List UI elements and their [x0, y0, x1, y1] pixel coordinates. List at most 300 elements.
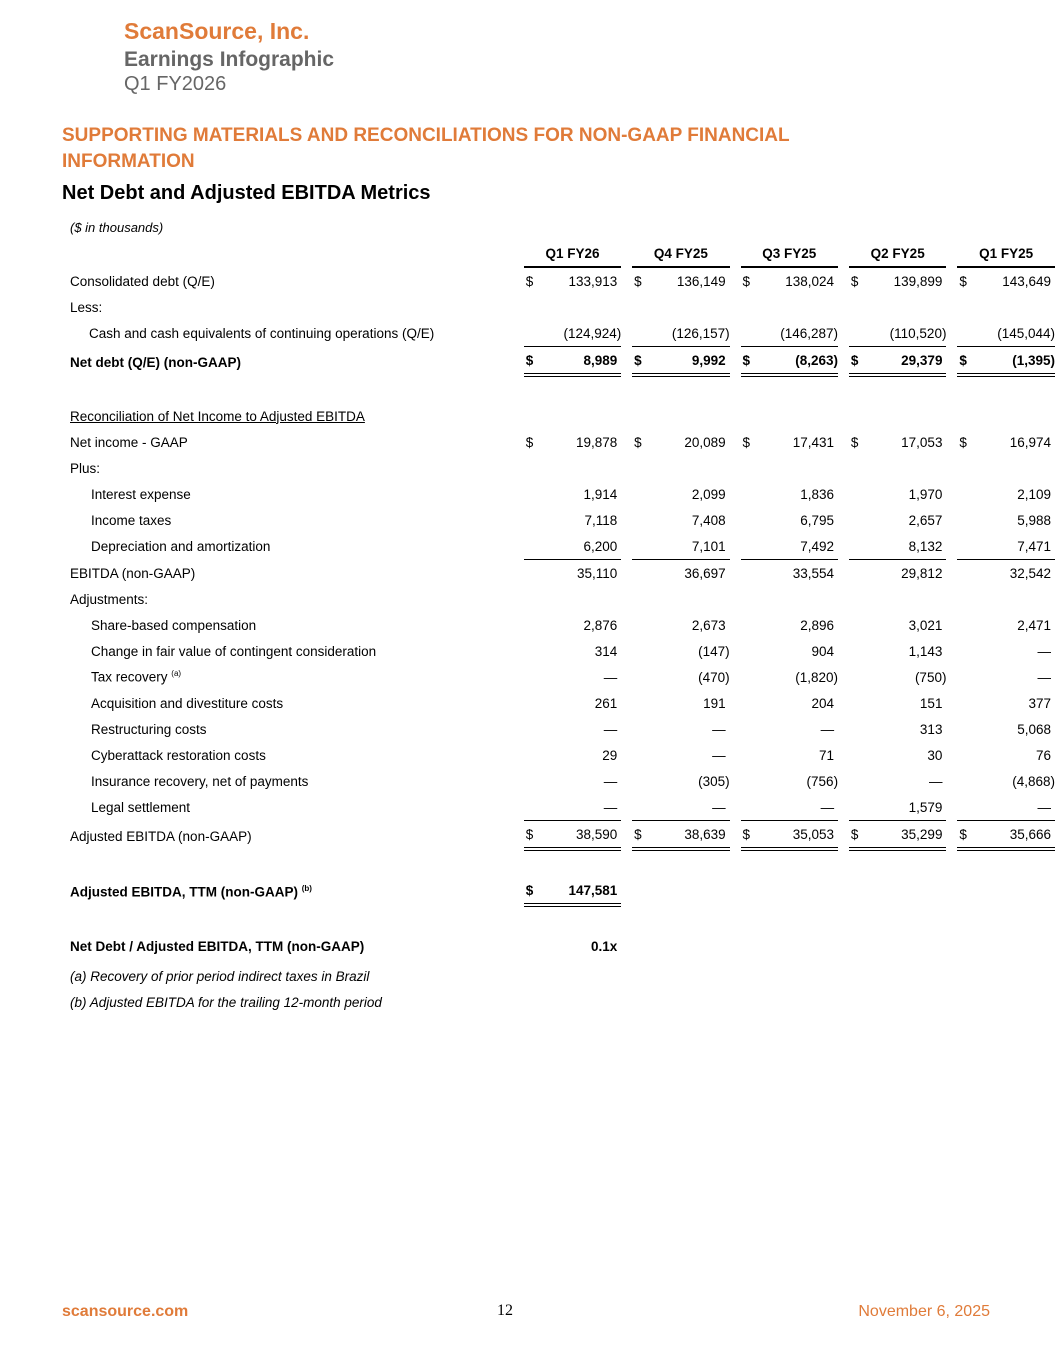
column-gap	[513, 768, 524, 794]
dollar-sign	[957, 742, 977, 768]
dollar-sign	[957, 638, 977, 664]
value-cell: 29	[602, 747, 618, 763]
column-gap	[838, 742, 849, 768]
footer-date: November 6, 2025	[858, 1303, 990, 1320]
column-gap	[730, 268, 741, 294]
row-adjusted-ebitda-ttm	[62, 877, 1055, 907]
value-cell	[544, 586, 622, 612]
value-cell: 71	[819, 747, 835, 763]
dollar-sign	[524, 533, 544, 560]
dollar-sign: $	[742, 273, 751, 289]
dollar-sign	[849, 690, 869, 716]
value-cell: (1,820)	[795, 669, 839, 685]
dollar-sign	[741, 481, 761, 507]
column-gap	[838, 560, 849, 586]
column-gap	[513, 664, 524, 690]
row-net-debt	[62, 347, 1055, 377]
column-gap	[730, 877, 741, 907]
row-depreciation-amortization	[62, 533, 1055, 560]
value-cell	[760, 403, 838, 429]
value-cell: 7,118	[584, 512, 618, 528]
dollar-sign	[741, 933, 761, 959]
column-gap	[513, 533, 524, 560]
value-cell: —	[1037, 643, 1051, 659]
column-gap	[513, 455, 524, 481]
spacer-row	[62, 907, 1055, 933]
row-label-text: Interest expense	[91, 486, 191, 502]
column-gap	[730, 716, 741, 742]
value-cell: —	[603, 669, 618, 685]
column-gap	[513, 933, 524, 959]
value-cell: 191	[703, 695, 726, 711]
dollar-sign	[524, 294, 544, 320]
column-gap	[730, 586, 741, 612]
row-tax-recovery	[62, 664, 1055, 690]
dollar-sign	[524, 586, 544, 612]
dollar-sign	[741, 612, 761, 638]
dollar-sign: $	[850, 273, 859, 289]
row-label	[62, 533, 513, 560]
row-label-text: Change in fair value of contingent consideration	[91, 643, 377, 659]
row-label-text: Net debt (Q/E) (non-GAAP)	[70, 354, 241, 370]
footer-website-link[interactable]: scansource.com	[62, 1303, 189, 1320]
column-gap	[838, 320, 849, 347]
dollar-sign	[849, 794, 869, 821]
value-cell	[869, 403, 947, 429]
row-label	[62, 347, 513, 377]
value-cell: 32,542	[1009, 565, 1051, 581]
column-gap	[513, 403, 524, 429]
column-gap	[621, 690, 632, 716]
value-cell: 138,024	[785, 273, 835, 289]
dollar-sign	[741, 560, 761, 586]
value-cell: 2,673	[691, 617, 726, 633]
row-label-text: Insurance recovery, net of payments	[91, 773, 309, 789]
column-gap	[621, 403, 632, 429]
value-cell	[544, 403, 622, 429]
dollar-sign: $	[632, 347, 652, 377]
dollar-sign	[741, 320, 761, 347]
column-gap	[838, 403, 849, 429]
value-cell: 0.1x	[590, 938, 618, 954]
dollar-sign: $	[741, 821, 761, 851]
dollar-sign	[632, 586, 652, 612]
column-gap	[621, 638, 632, 664]
column-gap	[621, 347, 632, 377]
value-cell: 36,697	[684, 565, 726, 581]
column-gap	[730, 612, 741, 638]
footnote-b: (b) Adjusted EBITDA for the trailing 12-month period	[70, 995, 382, 1010]
dollar-sign: $	[634, 434, 642, 450]
column-gap	[730, 690, 741, 716]
value-cell: 2,876	[583, 617, 618, 633]
value-cell: 6,795	[800, 512, 835, 528]
value-cell: 3,021	[908, 617, 943, 633]
value-cell: 7,101	[652, 533, 730, 560]
column-gap	[621, 612, 632, 638]
value-cell: (4,868)	[1012, 773, 1055, 789]
value-cell	[760, 455, 838, 481]
value-cell: 30	[927, 747, 943, 763]
value-cell: (146,287)	[760, 320, 838, 347]
value-cell: 38,590	[544, 821, 622, 851]
column-gap	[621, 821, 632, 851]
value-cell: —	[712, 747, 726, 763]
dollar-sign: $	[632, 821, 652, 851]
row-label-text: Depreciation and amortization	[91, 539, 271, 554]
column-gap	[946, 533, 957, 560]
dollar-sign	[524, 507, 544, 533]
dollar-sign	[957, 455, 977, 481]
dollar-sign	[524, 794, 544, 821]
value-cell: 904	[811, 643, 835, 659]
column-gap	[946, 638, 957, 664]
row-label	[62, 320, 513, 347]
dollar-sign	[632, 638, 652, 664]
dollar-sign	[632, 612, 652, 638]
column-gap	[621, 560, 632, 586]
column-gap	[730, 933, 741, 959]
column-gap	[621, 481, 632, 507]
value-cell	[652, 294, 730, 320]
row-cyberattack-costs	[62, 742, 1055, 768]
value-cell: (124,924)	[544, 320, 622, 347]
column-header: Q2 FY25	[849, 240, 947, 268]
column-gap	[621, 586, 632, 612]
value-cell: 314	[594, 643, 618, 659]
column-gap	[838, 794, 849, 821]
dollar-sign: $	[959, 434, 967, 450]
dollar-sign	[632, 664, 652, 690]
row-label	[62, 664, 513, 690]
dollar-sign	[849, 560, 869, 586]
row-plus-label	[62, 455, 1055, 481]
column-gap	[946, 821, 957, 851]
dollar-sign	[741, 403, 761, 429]
column-gap	[946, 716, 957, 742]
column-gap	[838, 664, 849, 690]
value-cell: 1,970	[908, 486, 943, 502]
dollar-sign	[524, 481, 544, 507]
dollar-sign	[849, 664, 869, 690]
row-label	[62, 481, 513, 507]
value-cell: 16,974	[1009, 434, 1051, 450]
column-gap	[946, 742, 957, 768]
value-cell: 143,649	[1002, 273, 1051, 289]
value-cell: 17,431	[792, 434, 835, 450]
value-cell: 1,914	[583, 486, 618, 502]
dollar-sign	[957, 320, 977, 347]
row-label	[62, 507, 513, 533]
dollar-sign	[849, 877, 869, 907]
row-label	[62, 794, 513, 821]
dollar-sign	[849, 638, 869, 664]
value-cell: 1,579	[869, 794, 947, 821]
column-gap	[838, 455, 849, 481]
row-label-text: Income taxes	[91, 512, 172, 528]
value-cell: 151	[919, 695, 943, 711]
column-gap	[730, 347, 741, 377]
spacer-row	[62, 377, 1055, 403]
footnote-a: (a) Recovery of prior period indirect taxes in Brazil	[70, 969, 370, 984]
value-cell: 6,200	[544, 533, 622, 560]
row-label	[62, 586, 513, 612]
dollar-sign	[957, 481, 977, 507]
value-cell: 1,836	[800, 486, 835, 502]
document-subtitle: Earnings Infographic	[124, 48, 335, 71]
value-cell: 204	[811, 695, 835, 711]
value-cell	[544, 455, 622, 481]
value-cell	[977, 586, 1055, 612]
row-less-label	[62, 294, 1055, 320]
column-gap	[730, 768, 741, 794]
value-cell: 139,899	[893, 273, 943, 289]
value-cell: 7,492	[760, 533, 838, 560]
row-adjustments-label	[62, 586, 1055, 612]
column-gap	[946, 507, 957, 533]
dollar-sign	[632, 403, 652, 429]
value-cell: 5,988	[1017, 512, 1051, 528]
column-gap	[946, 664, 957, 690]
column-gap	[946, 294, 957, 320]
column-gap	[621, 507, 632, 533]
value-cell: 133,913	[568, 273, 618, 289]
row-label-text: Restructuring costs	[91, 721, 207, 737]
value-cell	[544, 294, 622, 320]
column-gap	[621, 877, 632, 907]
column-gap	[946, 268, 957, 294]
value-cell	[760, 294, 838, 320]
row-income-taxes	[62, 507, 1055, 533]
column-gap	[838, 429, 849, 455]
value-cell: (145,044)	[977, 320, 1055, 347]
value-cell	[869, 586, 947, 612]
column-gap	[730, 742, 741, 768]
column-gap	[730, 507, 741, 533]
company-name: ScanSource, Inc.	[124, 18, 310, 44]
column-gap	[621, 742, 632, 768]
dollar-sign	[632, 933, 652, 959]
column-gap	[730, 560, 741, 586]
value-cell	[652, 877, 730, 907]
dollar-sign	[849, 481, 869, 507]
column-gap	[946, 794, 957, 821]
column-gap	[513, 560, 524, 586]
row-label	[62, 638, 513, 664]
dollar-sign	[957, 794, 977, 821]
column-gap	[730, 821, 741, 851]
column-gap	[946, 403, 957, 429]
value-cell: 147,581	[544, 877, 622, 907]
dollar-sign	[849, 716, 869, 742]
dollar-sign	[741, 742, 761, 768]
dollar-sign	[632, 742, 652, 768]
value-cell: 2,471	[1017, 617, 1051, 633]
column-gap	[621, 716, 632, 742]
value-cell: —	[603, 721, 618, 737]
dollar-sign: $	[634, 273, 642, 289]
column-gap	[838, 347, 849, 377]
dollar-sign	[524, 403, 544, 429]
row-label	[62, 716, 513, 742]
value-cell: 8,132	[869, 533, 947, 560]
column-gap	[946, 429, 957, 455]
value-cell	[652, 586, 730, 612]
column-gap	[513, 586, 524, 612]
column-gap	[730, 294, 741, 320]
dollar-sign	[849, 403, 869, 429]
dollar-sign: $	[849, 821, 869, 851]
value-cell: —	[820, 721, 835, 737]
column-gap	[513, 320, 524, 347]
dollar-sign	[957, 664, 977, 690]
dollar-sign	[632, 768, 652, 794]
dollar-sign	[524, 638, 544, 664]
column-gap	[513, 294, 524, 320]
column-gap	[946, 586, 957, 612]
row-net-income	[62, 429, 1055, 455]
row-label-text: Adjustments:	[70, 591, 149, 607]
row-label	[62, 294, 513, 320]
column-gap	[946, 933, 957, 959]
column-gap	[621, 768, 632, 794]
dollar-sign	[524, 933, 544, 959]
dollar-sign	[524, 320, 544, 347]
dollar-sign: $	[742, 434, 751, 450]
value-cell: 33,554	[792, 565, 835, 581]
units-note: ($ in thousands)	[70, 220, 164, 235]
row-label-text: Acquisition and divestiture costs	[91, 695, 284, 711]
value-cell: 377	[1028, 695, 1051, 711]
dollar-sign	[957, 507, 977, 533]
row-cash	[62, 320, 1055, 347]
column-gap	[730, 320, 741, 347]
value-cell	[977, 294, 1055, 320]
value-cell: —	[977, 794, 1055, 821]
value-cell	[652, 933, 730, 959]
value-cell: 9,992	[652, 347, 730, 377]
row-adjusted-ebitda	[62, 821, 1055, 851]
value-cell: 2,657	[908, 512, 943, 528]
dollar-sign: $	[957, 821, 977, 851]
dollar-sign: $	[525, 273, 534, 289]
dollar-sign	[524, 768, 544, 794]
column-gap	[838, 877, 849, 907]
row-label-text: Net income - GAAP	[70, 434, 188, 450]
row-label-text: Consolidated debt (Q/E)	[70, 273, 215, 289]
value-cell	[977, 403, 1055, 429]
dollar-sign: $	[849, 347, 869, 377]
value-cell: 29,812	[901, 565, 943, 581]
row-label	[62, 403, 513, 429]
row-label	[62, 268, 513, 294]
row-label-text: Reconciliation of Net Income to Adjusted EBITDA	[70, 408, 365, 424]
column-header: Q1 FY26	[524, 240, 622, 268]
value-cell: (126,157)	[652, 320, 730, 347]
row-interest-expense	[62, 481, 1055, 507]
row-label	[62, 768, 513, 794]
column-gap	[946, 560, 957, 586]
dollar-sign	[632, 794, 652, 821]
dollar-sign	[632, 481, 652, 507]
column-gap	[838, 612, 849, 638]
row-label-text: Share-based compensation	[91, 617, 257, 633]
value-cell: —	[544, 794, 622, 821]
dollar-sign	[741, 794, 761, 821]
row-restructuring-costs	[62, 716, 1055, 742]
page-number: 12	[497, 1302, 513, 1319]
column-gap	[513, 742, 524, 768]
column-gap	[838, 268, 849, 294]
row-label	[62, 612, 513, 638]
dollar-sign	[524, 612, 544, 638]
row-label	[62, 560, 513, 586]
value-cell	[977, 933, 1055, 959]
dollar-sign	[524, 716, 544, 742]
value-cell: —	[712, 721, 726, 737]
footnote-marker: (a)	[171, 669, 182, 679]
column-gap	[513, 347, 524, 377]
dollar-sign	[741, 507, 761, 533]
value-cell: 7,408	[691, 512, 726, 528]
dollar-sign	[632, 320, 652, 347]
column-gap	[838, 638, 849, 664]
column-gap	[838, 716, 849, 742]
value-cell: 136,149	[676, 273, 726, 289]
row-share-based-compensation	[62, 612, 1055, 638]
dollar-sign	[741, 690, 761, 716]
value-cell: 2,099	[691, 486, 726, 502]
dollar-sign	[849, 294, 869, 320]
dollar-sign	[741, 586, 761, 612]
column-gap	[946, 768, 957, 794]
column-header: Q3 FY25	[741, 240, 839, 268]
dollar-sign	[632, 533, 652, 560]
value-cell: (1,395)	[977, 347, 1055, 377]
dollar-sign: $	[524, 877, 544, 907]
column-gap	[730, 664, 741, 690]
value-cell	[869, 877, 947, 907]
value-cell: 1,143	[908, 643, 943, 659]
column-gap	[946, 320, 957, 347]
dollar-sign	[632, 507, 652, 533]
value-cell	[760, 933, 838, 959]
dollar-sign	[632, 877, 652, 907]
value-cell: 29,379	[869, 347, 947, 377]
metric-title: Net Debt and Adjusted EBITDA Metrics	[62, 182, 431, 204]
dollar-sign	[632, 690, 652, 716]
value-cell: —	[760, 794, 838, 821]
column-gap	[621, 533, 632, 560]
value-cell: 8,989	[544, 347, 622, 377]
column-gap	[621, 294, 632, 320]
value-cell: 313	[919, 721, 943, 737]
column-gap	[513, 612, 524, 638]
column-gap	[946, 690, 957, 716]
footnote-marker: (b)	[301, 884, 312, 894]
column-gap	[513, 429, 524, 455]
value-cell: (110,520)	[869, 320, 947, 347]
dollar-sign	[957, 533, 977, 560]
column-gap	[621, 664, 632, 690]
column-gap	[838, 507, 849, 533]
dollar-sign	[741, 768, 761, 794]
row-label	[62, 742, 513, 768]
value-cell	[869, 294, 947, 320]
value-cell	[977, 455, 1055, 481]
dollar-sign	[849, 586, 869, 612]
dollar-sign	[524, 664, 544, 690]
